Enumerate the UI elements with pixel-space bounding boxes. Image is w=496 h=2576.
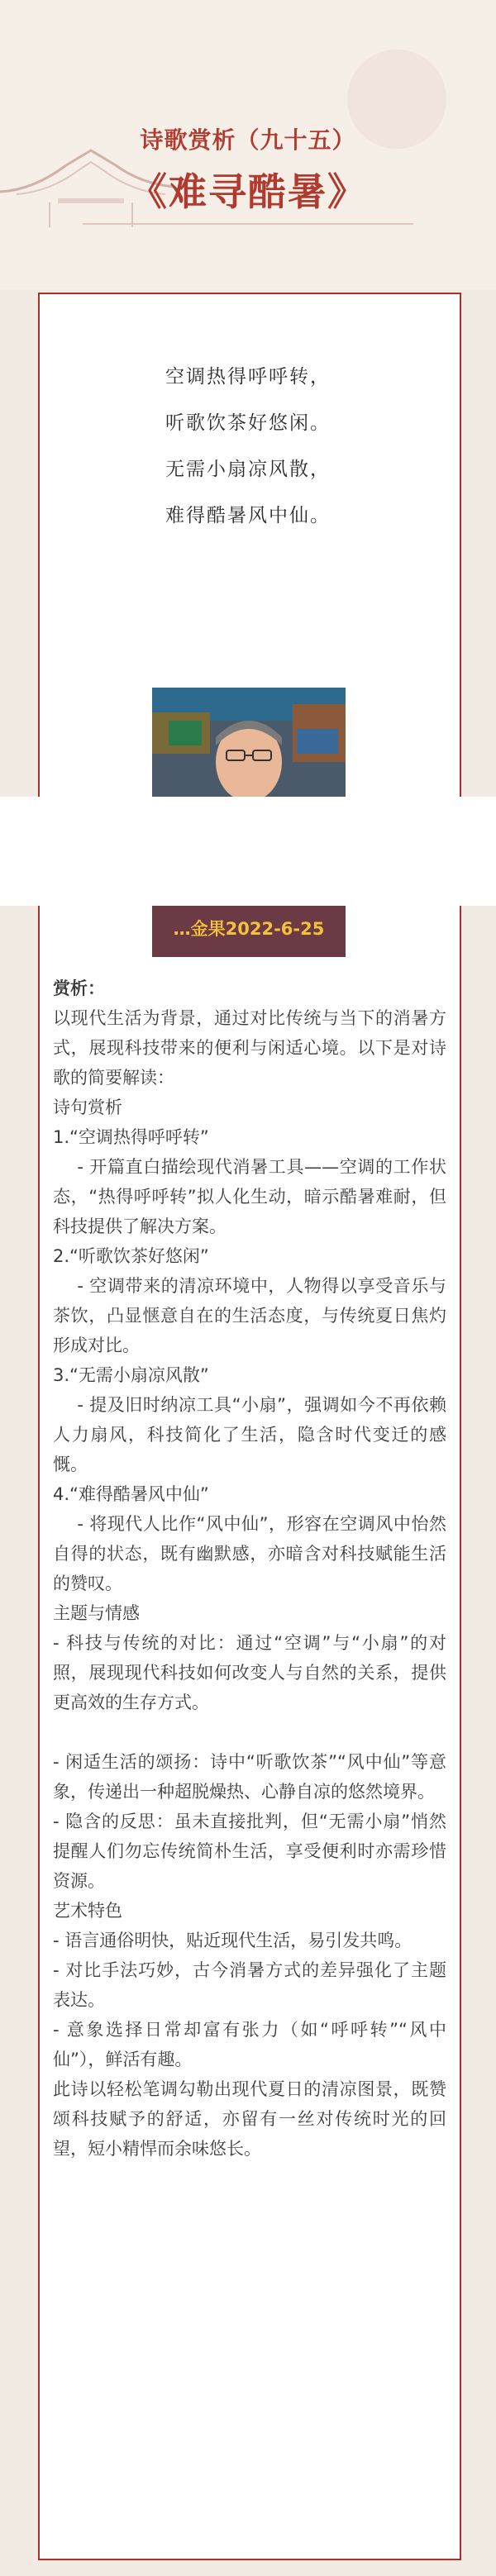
conclusion: 此诗以轻松笔调勾勒出现代夏日的清凉图景，既赞颂科技赋予的舒适，亦留有一丝对传统时光的回望，短小精悍而余味悠长。 bbox=[53, 2079, 446, 2159]
author-photo-bottom bbox=[152, 906, 346, 957]
analysis-label: 赏析： bbox=[53, 978, 105, 998]
line-quote: 2.“听歌饮茶好悠闲” bbox=[53, 1246, 209, 1266]
theme-point: - 闲适生活的颂扬：诗中“听歌饮茶”“风中仙”等意象，传递出一种超脱燥热、心静自凉的悠然境界。 bbox=[53, 1752, 446, 1802]
portrait-image bbox=[152, 688, 346, 797]
style-point: - 对比手法巧妙，古今消暑方式的差异强化了主题表达。 bbox=[53, 1960, 446, 2010]
analysis-intro: 以现代生活为背景，通过对比传统与当下的消暑方式，展现科技带来的便利与闲适心境。以下是对诗歌的简要解读： bbox=[53, 1008, 446, 1088]
photo-caption: …金果2022-6-25 bbox=[173, 919, 325, 939]
style-point: - 语言通俗明快，贴近现代生活，易引发共鸣。 bbox=[53, 1931, 413, 1950]
line-quote: 1.“空调热得呼呼转” bbox=[53, 1127, 209, 1147]
section-title: 艺术特色 bbox=[53, 1901, 122, 1921]
footer-strip bbox=[0, 2560, 496, 2576]
line-commentary: - 空调带来的清凉环境中，人物得以享受音乐与茶饮，凸显惬意自在的生活态度，与传统夏日焦灼形成对比。 bbox=[53, 1276, 446, 1355]
section-title: 主题与情感 bbox=[53, 1603, 140, 1623]
blank-spacer bbox=[0, 797, 496, 906]
line-commentary: - 提及旧时纳凉工具“小扇”，强调如今不再依赖人力扇风，科技简化了生活，隐含时代变迁的感慨。 bbox=[53, 1395, 446, 1474]
section-title: 诗句赏析 bbox=[53, 1098, 122, 1117]
poem-block bbox=[0, 354, 496, 539]
analysis-body bbox=[53, 974, 446, 2164]
header-subtitle: 诗歌赏析（九十五） bbox=[140, 126, 356, 154]
poem-line: 无需小扇凉风散， bbox=[165, 459, 331, 480]
theme-point: - 隐含的反思：虽未直接批判，但“无需小扇”悄然提醒人们勿忘传统简朴生活，享受便利时亦需珍惜资源。 bbox=[53, 1812, 446, 1891]
line-commentary: - 开篇直白描绘现代消暑工具——空调的工作状态，“热得呼呼转”拟人化生动，暗示酷暑难耐，但科技提供了解决方案。 bbox=[53, 1157, 446, 1236]
author-photo[interactable] bbox=[152, 688, 346, 797]
poem-line: 难得酷暑风中仙。 bbox=[165, 505, 331, 526]
poem-line: 空调热得呼呼转， bbox=[165, 366, 331, 388]
line-quote: 4.“难得酷暑风中仙” bbox=[53, 1484, 209, 1504]
line-commentary: - 将现代人比作“风中仙”，形容在空调风中怡然自得的状态，既有幽默感，亦暗含对科技赋能生活的赞叹。 bbox=[53, 1514, 446, 1593]
style-point: - 意象选择日常却富有张力（如“呼呼转”“风中仙”），鲜活有趣。 bbox=[53, 2020, 446, 2069]
header-banner bbox=[0, 0, 496, 289]
poem-line: 听歌饮茶好悠闲。 bbox=[165, 412, 331, 434]
page-title: 《难寻酷暑》 bbox=[129, 169, 367, 214]
header-divider bbox=[83, 223, 413, 225]
line-quote: 3.“无需小扇凉风散” bbox=[53, 1365, 209, 1385]
theme-point: - 科技与传统的对比：通过“空调”与“小扇”的对照，展现现代科技如何改变人与自然的关系，提供更高效的生存方式。 bbox=[53, 1633, 446, 1712]
